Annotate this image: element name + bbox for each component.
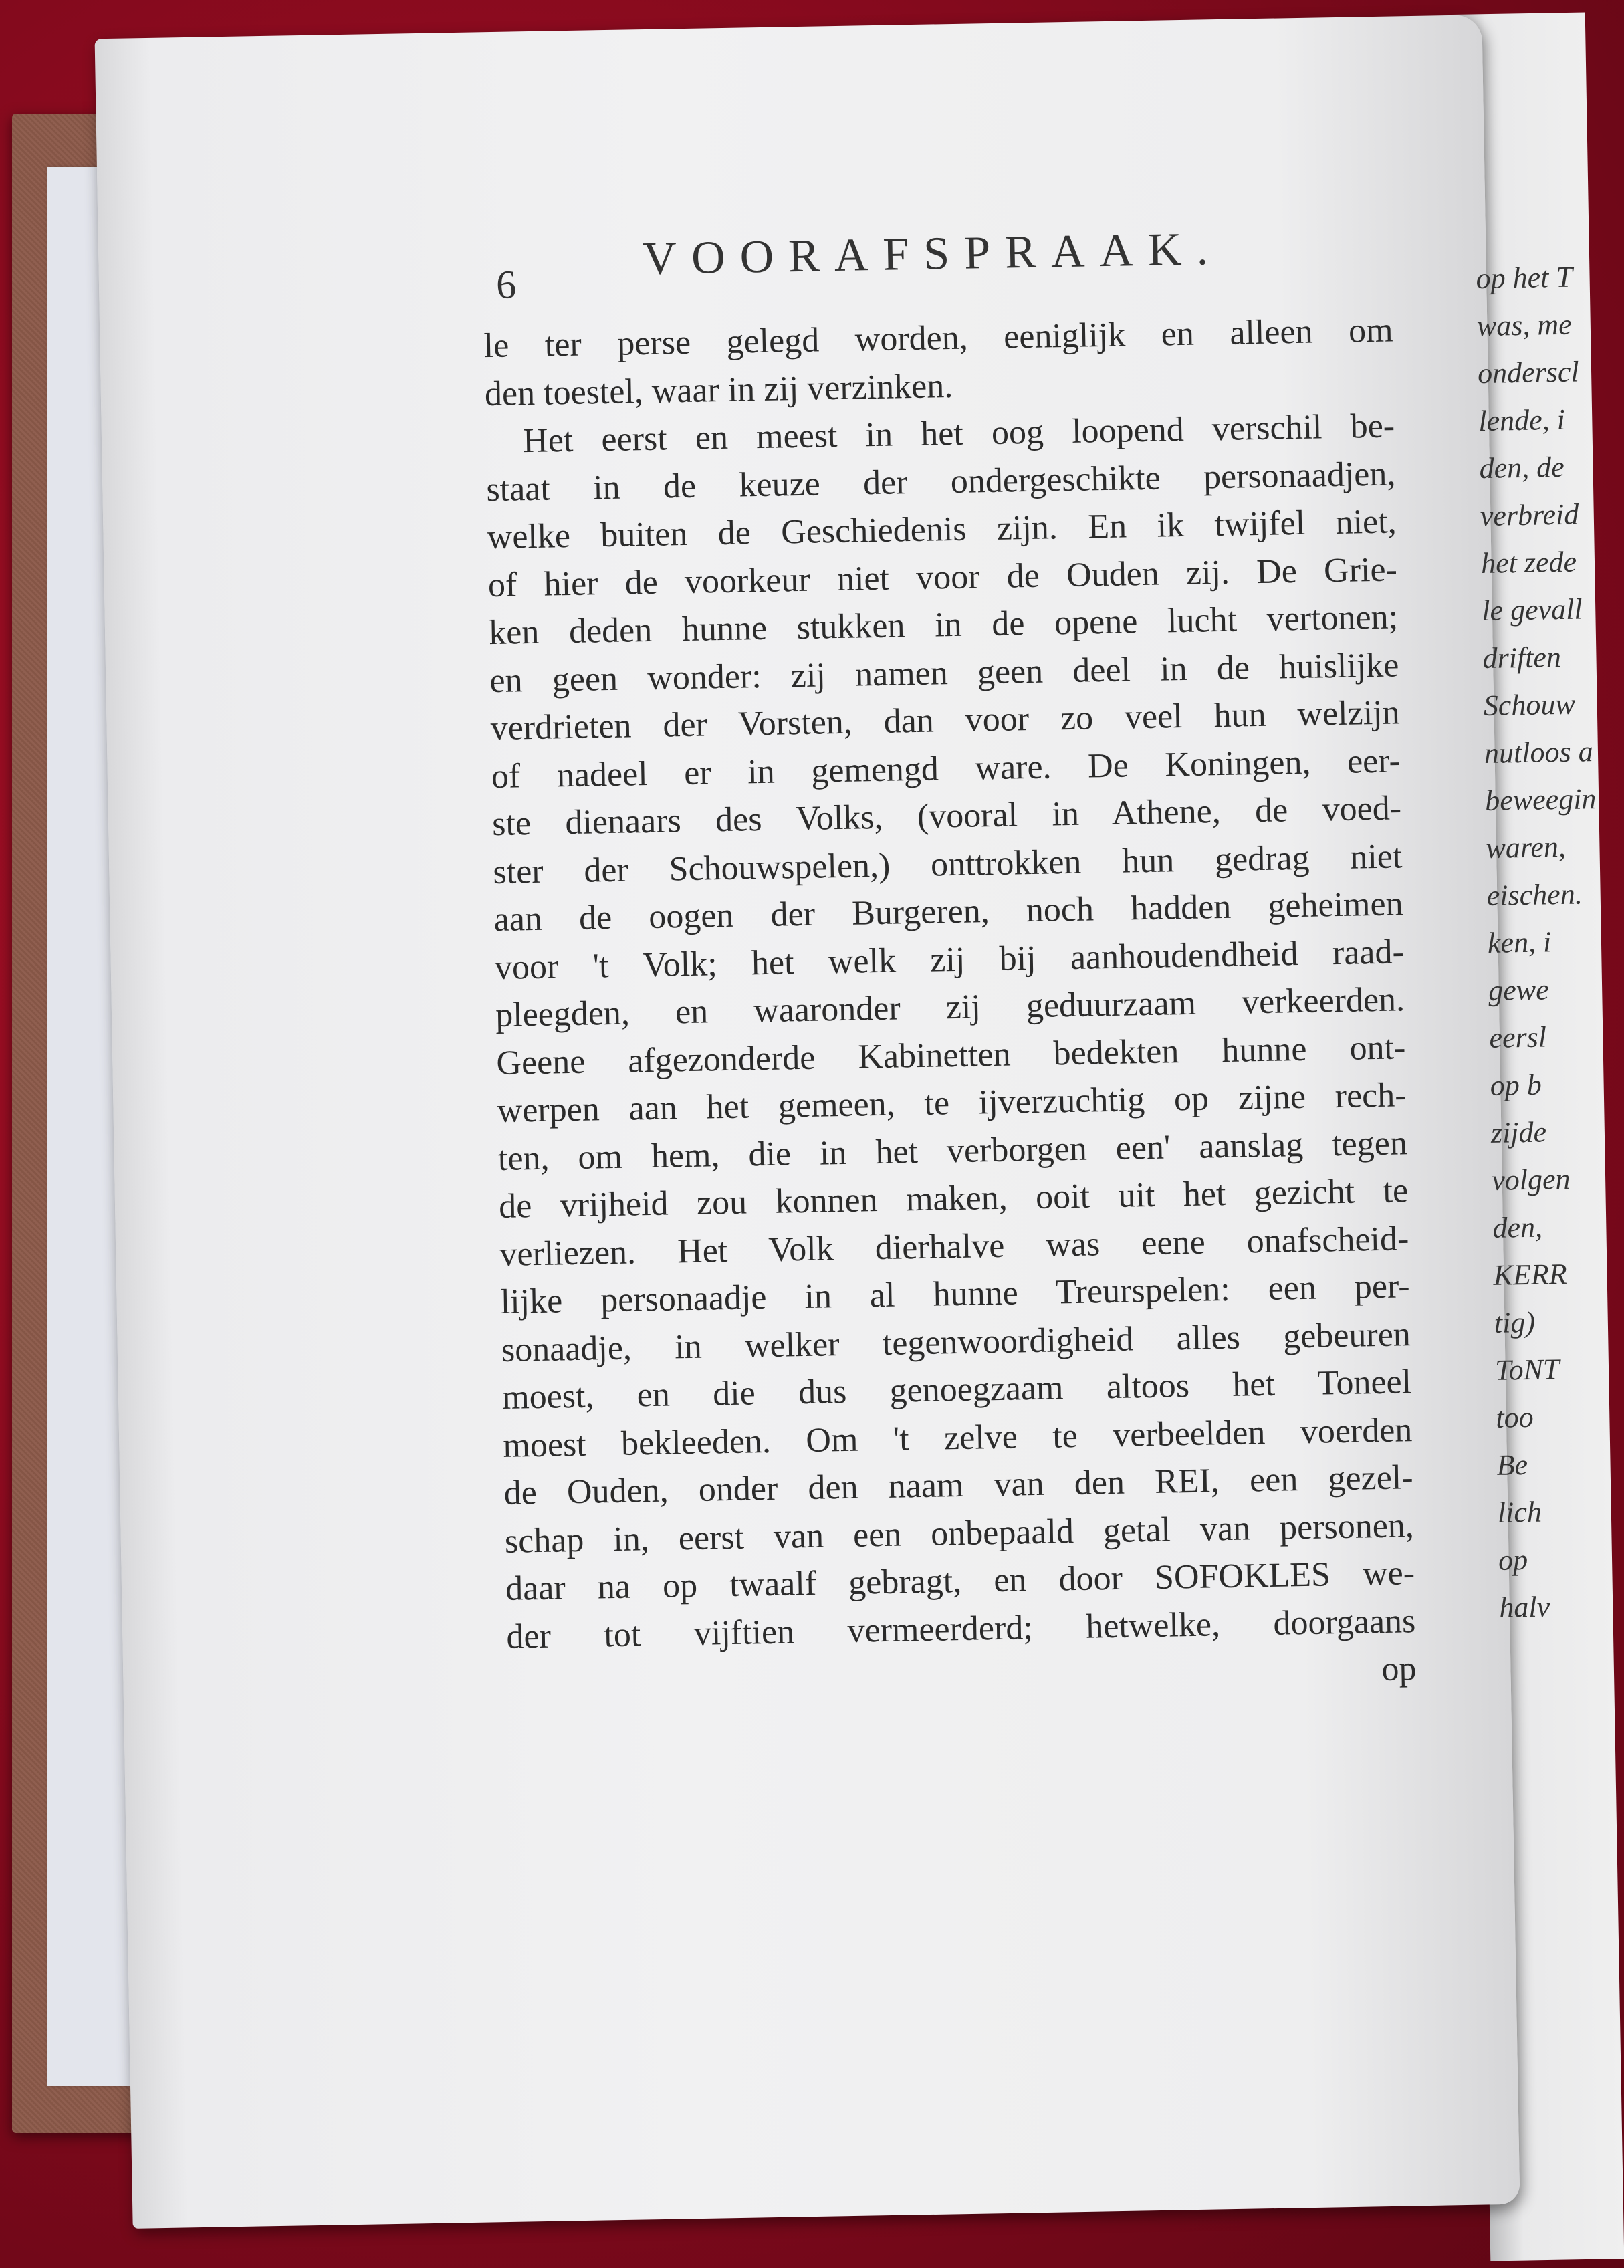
text-line: ste dienaars des Volks, (vooral in Athene, de voed- [491, 789, 1402, 844]
text-line: aan de oogen der Burgeren, noch hadden geheimen [493, 885, 1404, 939]
facing-fragment: was, me [1476, 308, 1573, 343]
text-line: moest bekleeden. Om 't zelve te verbeelden voerden [502, 1410, 1413, 1465]
text-line: werpen aan het gemeen, te ijverzuchtig op zijne rech- [497, 1076, 1407, 1131]
facing-fragment: driften [1482, 640, 1562, 675]
facing-fragment: onderscl [1477, 355, 1580, 390]
facing-fragment: tig) [1494, 1305, 1536, 1339]
facing-fragment: waren, [1486, 830, 1567, 865]
facing-fragment: zijde [1490, 1115, 1547, 1149]
running-head [482, 219, 1406, 322]
facing-fragment: le gevall [1481, 592, 1583, 628]
facing-fragment: lich [1497, 1495, 1542, 1529]
text-line: de vrijheid zou konnen maken, ooit uit het gezicht te [498, 1171, 1409, 1226]
text-line: le ter perse gelegd worden, eeniglijk en alleen om [483, 311, 1394, 366]
page-number: 6 [495, 262, 517, 307]
text-line: Geene afgezonderde Kabinetten bedekten hunne ont- [495, 1028, 1406, 1083]
facing-fragment: Be [1496, 1448, 1528, 1482]
text-line: sonaadje, in welker tegenwoordigheid alles gebeuren [501, 1315, 1411, 1369]
text-line: Het eerst en meest in het oog loopend verschil be- [522, 407, 1395, 461]
facing-fragment: op b [1490, 1068, 1542, 1102]
text-line: der tot vijftien vermeerderd; hetwelke, doorgaans [505, 1601, 1416, 1656]
facing-fragment: lende, i [1478, 403, 1566, 438]
text-line: of hier de voorkeur niet voor de Ouden zij. De Grie- [487, 550, 1398, 604]
facing-fragment: Schouw [1483, 687, 1576, 723]
facing-fragment: ken, i [1487, 925, 1552, 959]
catchword: op [1381, 1650, 1417, 1689]
facing-fragment: op het T [1476, 260, 1573, 296]
facing-fragment: halv [1498, 1590, 1550, 1624]
text-line: verliezen. Het Volk dierhalve was eene onafscheid- [499, 1219, 1409, 1274]
facing-fragment: eersl [1489, 1020, 1547, 1054]
facing-fragment: op [1498, 1543, 1528, 1577]
text-line: staat in de keuze der ondergeschikte personaadjen, [486, 454, 1396, 509]
text-line: de Ouden, onder den naam van den REI, een gezel- [503, 1458, 1414, 1512]
facing-fragment: volgen [1491, 1162, 1571, 1197]
running-title: VOORAFSPRAAK. [642, 223, 1224, 286]
facing-fragment: het zede [1480, 545, 1577, 580]
text-line: daar na op twaalf gebragt, en door SOFOKLES we- [505, 1554, 1415, 1608]
facing-fragment: too [1495, 1400, 1534, 1434]
facing-fragment: den, de [1479, 450, 1565, 485]
text-line: en geen wonder: zij namen geen deel in de huislijke [489, 645, 1399, 700]
page-text-block [482, 219, 1430, 1708]
facing-fragment: den, [1492, 1210, 1543, 1244]
text-line: lijke personaadje in al hunne Treurspelen: een per- [500, 1267, 1411, 1321]
facing-fragment: KERR [1493, 1257, 1568, 1292]
facing-fragment: beweegin [1484, 782, 1597, 817]
text-line: schap in, eerst van een onbepaald getal van personen, [504, 1506, 1415, 1561]
facing-fragment: eischen. [1486, 877, 1583, 912]
text-line: of nadeel er in gemengd ware. De Koningen, eer- [491, 741, 1401, 796]
facing-fragment: nutloos a [1484, 735, 1594, 770]
facing-fragment: gewe [1488, 973, 1550, 1007]
text-line: verdrieten der Vorsten, dan voor zo veel hun welzijn [490, 693, 1401, 748]
text-line: ten, om hem, die in het verborgen een' aanslag tegen [497, 1123, 1408, 1178]
facing-fragment: verbreid [1480, 497, 1579, 533]
text-line: ken deden hunne stukken in de opene lucht vertonen; [488, 598, 1399, 653]
text-line: welke buiten de Geschiedenis zijn. En ik twijfel niet, [487, 502, 1397, 557]
text-line: voor 't Volk; het welk zij bij aanhoudendheid raad- [494, 932, 1405, 987]
facing-fragment: ToNT [1494, 1353, 1560, 1387]
text-line: den toestel, waar in zij verzinken. [484, 366, 953, 413]
text-line: ster der Schouwspelen,) onttrokken hun gedrag niet [492, 836, 1403, 891]
text-line: pleegden, en waaronder zij geduurzaam verkeerden. [495, 980, 1405, 1035]
text-line: moest, en die dus genoegzaam altoos het Toneel [501, 1363, 1412, 1417]
